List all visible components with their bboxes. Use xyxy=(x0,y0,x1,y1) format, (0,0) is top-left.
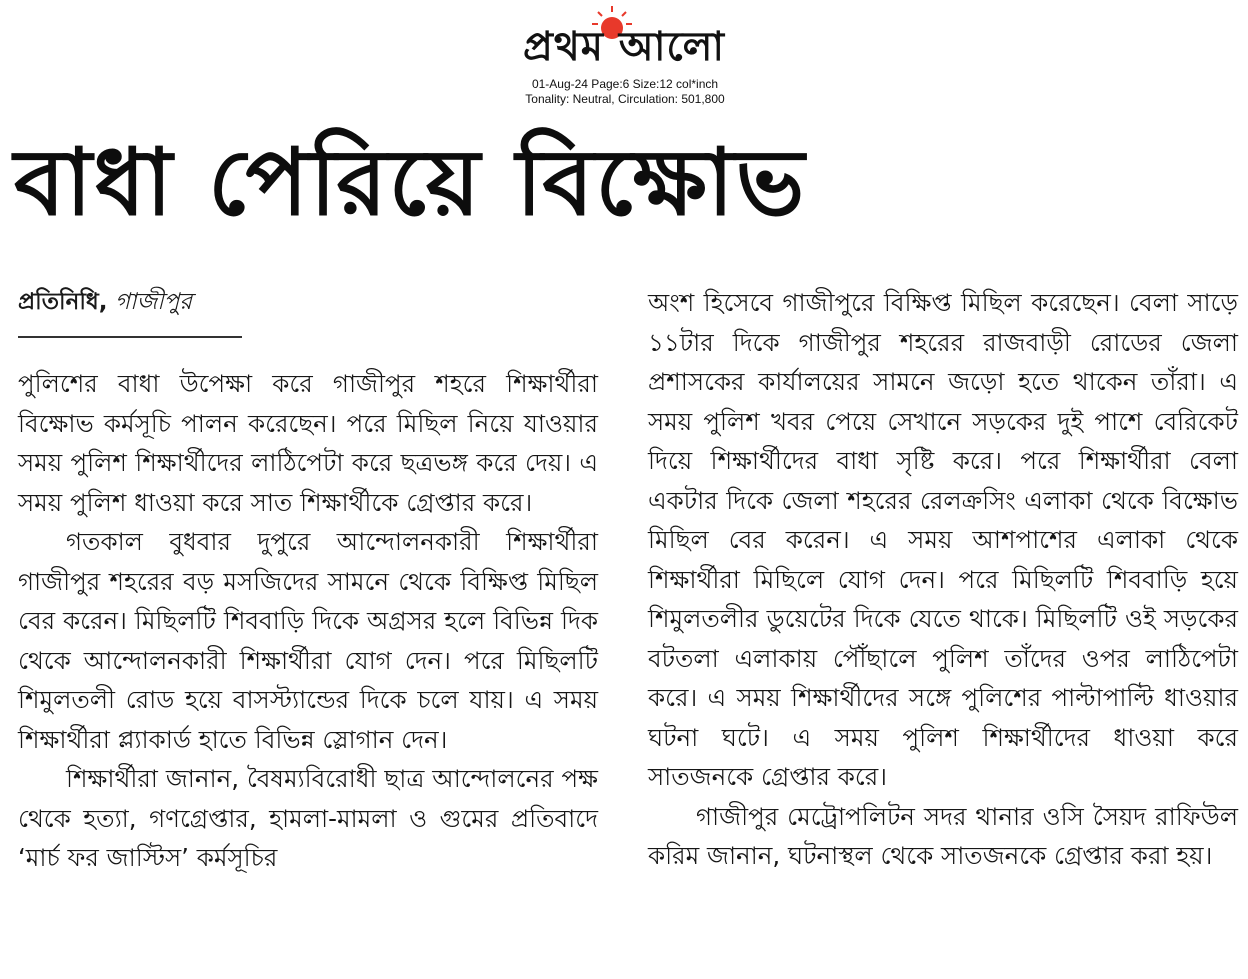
byline-divider xyxy=(18,336,242,338)
paragraph: গাজীপুর মেট্রোপলিটন সদর থানার ওসি সৈয়দ রাফিউল করিম জানান, ঘটনাস্থল থেকে সাতজনকে গ্রেপ্তার করা হয়। xyxy=(648,801,1238,870)
paragraph: শিক্ষার্থীরা জানান, বৈষম্যবিরোধী ছাত্র আন্দোলনের পক্ষ থেকে হত্যা, গণগ্রেপ্তার, হামলা-মামলা ও গুমের প্রতিবাদে ‘মার্চ ফর জাস্টিস’ কর্মসূচির xyxy=(18,764,598,872)
clip-meta-line2: Tonality: Neutral, Circulation: 501,800 xyxy=(525,92,725,106)
byline-place: গাজীপুর xyxy=(114,289,193,315)
newspaper-logo: প্রথম আলো xyxy=(522,23,726,70)
paragraph: গতকাল বুধবার দুপুরে আন্দোলনকারী শিক্ষার্থীরা গাজীপুর শহরের বড় মসজিদের সামনে থেকে বিক্ষিপ্ত মিছিল বের করেন। মিছিলটি শিববাড়ি দিকে অগ্রসর হলে বিভিন্ন দিক থেকে আন্দোলনকারী শিক্ষার্থীরা যোগ দেন। পরে মিছিলটি শিমুলতলী রোড হয়ে বাসস্ট্যান্ডের দিকে চলে যায়। এ সময় শিক্ষার্থীরা প্ল্যাকার্ড হাতে বিভিন্ন স্লোগান দেন। xyxy=(18,527,598,754)
clip-meta-line1: 01-Aug-24 Page:6 Size:12 col*inch xyxy=(531,77,719,91)
masthead xyxy=(488,4,760,74)
article-column-left xyxy=(18,364,598,878)
paragraph: অংশ হিসেবে গাজীপুরে বিক্ষিপ্ত মিছিল করেছেন। বেলা সাড়ে ১১টার দিকে গাজীপুর শহরের রাজবাড়ী রোডের জেলা প্রশাসকের কার্যালয়ের সামনে জড়ো হতে থাকেন তাঁরা। এ সময় পুলিশ খবর পেয়ে সেখানে সড়কের দুই পাশে বেরিকেট দিয়ে শিক্ষার্থীদের বাধা সৃষ্টি করে। পরে শিক্ষার্থীরা বেলা একটার দিকে জেলা শহরের রেলক্রসিং এলাকা থেকে বিক্ষোভ মিছিল বের করেন। এ সময় আশপাশের এলাকা থেকে শিক্ষার্থীরা মিছিলে যোগ দেন। পরে মিছিলটি শিববাড়ি হয়ে শিমুলতলীর ডুয়েটের দিকে যেতে থাকে। মিছিলটি ওই সড়কের বটতলা এলাকায় পৌঁছালে পুলিশ তাঁদের ওপর লাঠিপেটা করে। এ সময় শিক্ষার্থীদের সঙ্গে পুলিশের পাল্টাপাল্টি ধাওয়ার ঘটনা ঘটে। এ সময় পুলিশ শিক্ষার্থীদের ধাওয়া করে সাতজনকে গ্রেপ্তার করে। xyxy=(648,288,1238,791)
paragraph: পুলিশের বাধা উপেক্ষা করে গাজীপুর শহরে শিক্ষার্থীরা বিক্ষোভ কর্মসূচি পালন করেছেন। পরে মিছিল নিয়ে যাওয়ার সময় পুলিশ শিক্ষার্থীদের লাঠিপেটা করে ছত্রভঙ্গ করে দেয়। এ সময় পুলিশ ধাওয়া করে সাত শিক্ষার্থীকে গ্রেপ্তার করে। xyxy=(18,369,598,517)
headline: বাধা পেরিয়ে বিক্ষোভ xyxy=(14,129,807,236)
byline-name: প্রতিনিধি, xyxy=(18,289,108,315)
byline xyxy=(18,286,192,318)
article-column-right xyxy=(648,283,1238,876)
